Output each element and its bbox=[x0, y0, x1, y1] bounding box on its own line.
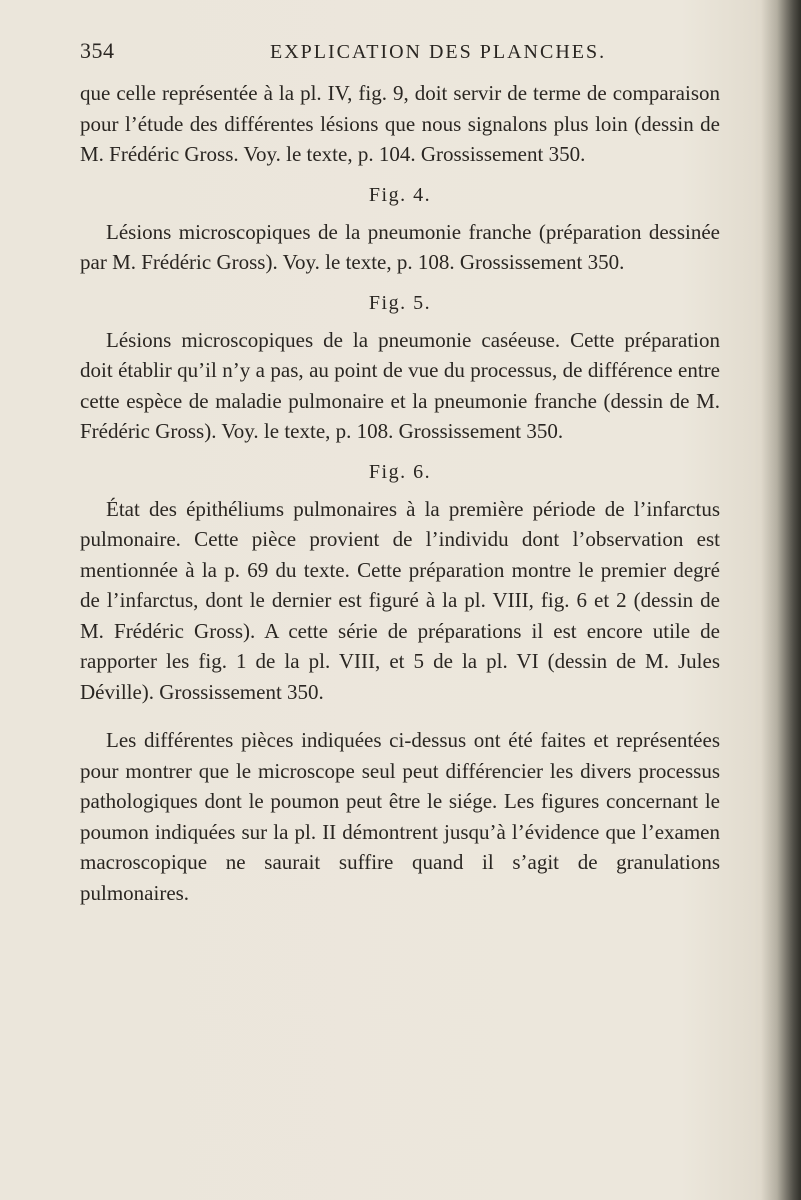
fig4-caption: Fig. 4. bbox=[368, 183, 432, 206]
fig4-description: Lésions microscopiques de la pneumonie franche (préparation dessinée par M. Frédéric Gross). Voy. le texte, p. 108. Grossissement 350. bbox=[80, 219, 720, 274]
fig6-description: État des épithéliums pulmonaires à la première période de l’infarctus pulmonaire. Cette pièce provient de l’individu dont l’observation est mentionnée à la p. 69 du texte. Cette préparation montre le premier degré de l’infarctus, dont le dernier est figuré à la pl. VIII, fig. 6 et 2 (dessin de M. Frédéric Gross). A cette série de préparations il est encore utile de rapporter les fig. 1 de la pl. VIII, et 5 de la pl. VI (dessin de M. Jules Déville). Grossissement 350. bbox=[80, 496, 720, 704]
page-number: 354 bbox=[80, 38, 115, 63]
fig6-caption: Fig. 6. bbox=[368, 460, 432, 483]
page-content bbox=[80, 38, 720, 908]
running-head: EXPLICATION DES PLANCHES. bbox=[270, 41, 607, 63]
closing-paragraph: Les différentes pièces indiquées ci-dessus ont été faites et représentées pour montrer que le microscope seul peut différencier les divers processus pathologiques dont le poumon peut être le siége. Les figures concernant le poumon indiquées sur la pl. II démontrent jusqu’à l’évidence que l’examen macroscopique ne saurait suffire quand il s’agit de granulations pulmonaires. bbox=[80, 728, 720, 905]
continuation-paragraph: que celle représentée à la pl. IV, fig. 9, doit servir de terme de comparaison pour l’étude des différentes lésions que nous signalons plus loin (dessin de M. Frédéric Gross. Voy. le texte, p. 104. Grossissement 350. bbox=[80, 81, 720, 166]
fig5-caption: Fig. 5. bbox=[368, 291, 432, 314]
section-gap bbox=[80, 707, 720, 725]
fig5-description: Lésions microscopiques de la pneumonie caséeuse. Cette préparation doit établir qu’il n’y a pas, au point de vue du processus, de différence entre cette espèce de maladie pulmonaire et la pneumonie franche (dessin de M. Frédéric Gross). Voy. le texte, p. 108. Grossissement 350. bbox=[80, 327, 720, 443]
page-header bbox=[80, 38, 720, 64]
page-edge-shadow bbox=[761, 0, 801, 1200]
